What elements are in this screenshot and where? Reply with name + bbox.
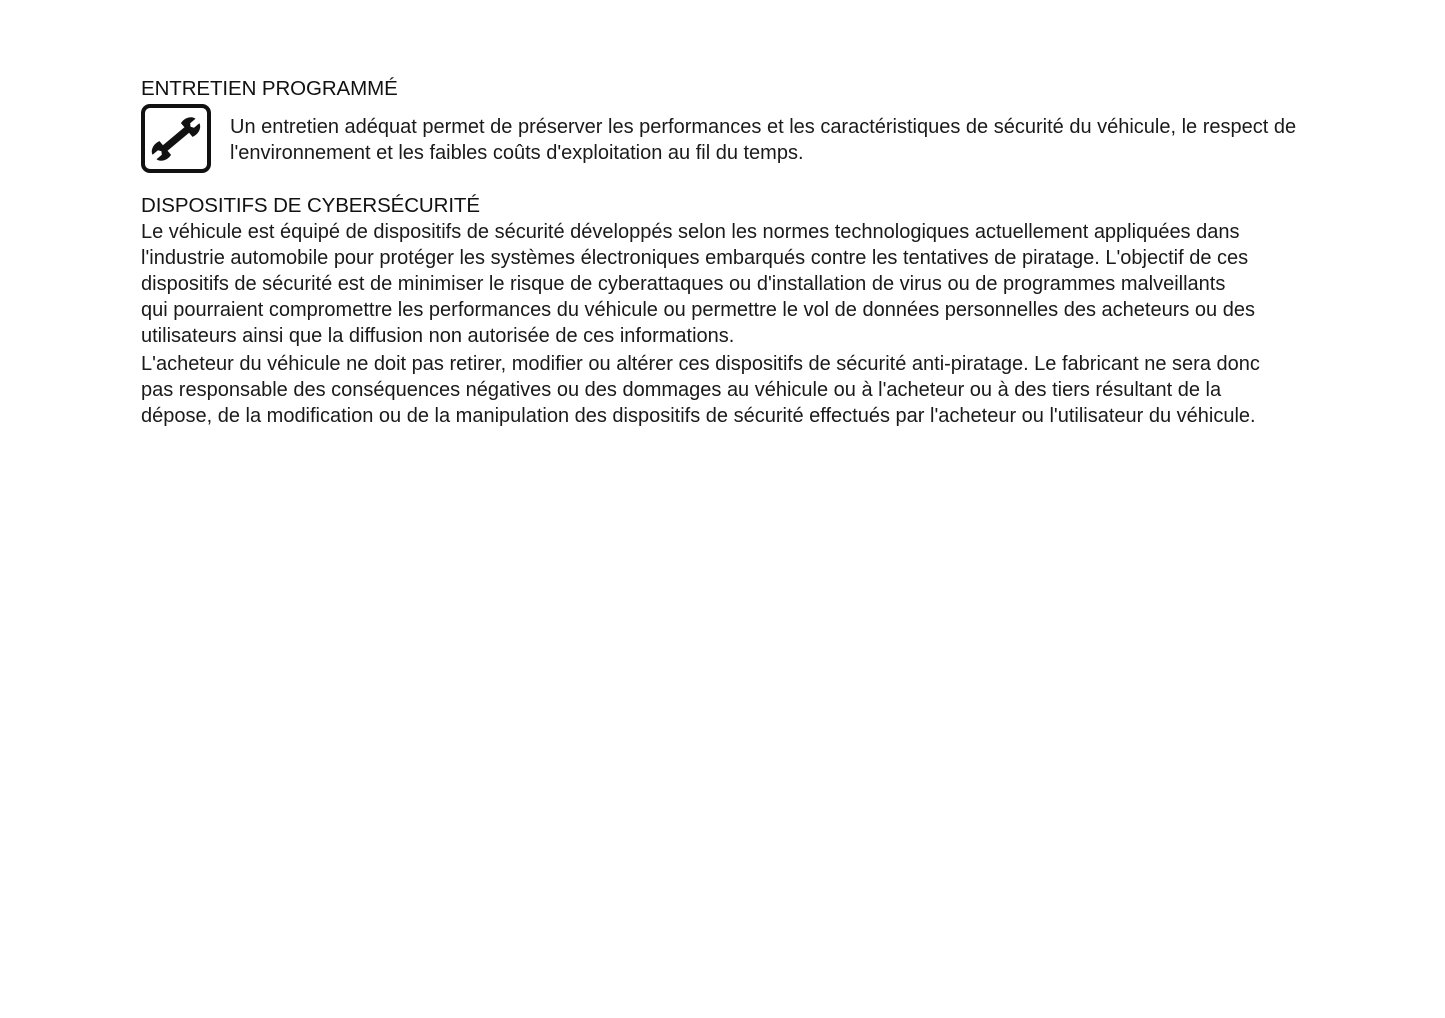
text-line: utilisateurs ainsi que la diffusion non autorisée de ces informations.	[141, 325, 735, 347]
text-line: l'environnement et les faibles coûts d'exploitation au fil du temps.	[230, 142, 804, 164]
text-line: dispositifs de sécurité est de minimiser le risque de cyberattaques ou d'installation de virus ou de programmes malveillants	[141, 273, 1226, 295]
text-line: dépose, de la modification ou de la manipulation des dispositifs de sécurité effectués par l'acheteur ou l'utilisateur du véhicule.	[141, 405, 1256, 427]
cybersecurity-heading: DISPOSITIFS DE CYBERSÉCURITÉ	[141, 194, 480, 217]
cybersecurity-paragraph-1	[141, 219, 1341, 349]
text-line: l'industrie automobile pour protéger les systèmes électroniques embarqués contre les tentatives de piratage. L'objectif de ces	[141, 247, 1249, 269]
text-line: Un entretien adéquat permet de préserver les performances et les caractéristiques de sécurité du véhicule, le respect de	[230, 116, 1297, 138]
wrench-icon	[141, 104, 211, 173]
text-line: L'acheteur du véhicule ne doit pas retirer, modifier ou altérer ces dispositifs de sécurité anti-piratage. Le fabricant ne sera donc	[141, 353, 1260, 375]
maintenance-text	[230, 104, 1361, 166]
maintenance-heading: ENTRETIEN PROGRAMMÉ	[141, 77, 398, 100]
cybersecurity-paragraph-2	[141, 351, 1341, 429]
text-line: qui pourraient compromettre les performances du véhicule ou permettre le vol de données personnelles des acheteurs ou des	[141, 299, 1255, 321]
maintenance-block	[141, 104, 1361, 173]
text-line: pas responsable des conséquences négatives ou des dommages au véhicule ou à l'acheteur ou à des tiers résultant de la	[141, 379, 1222, 401]
document-page	[141, 76, 1361, 429]
text-line: Le véhicule est équipé de dispositifs de sécurité développés selon les normes technologiques actuellement appliquées dans	[141, 221, 1240, 243]
